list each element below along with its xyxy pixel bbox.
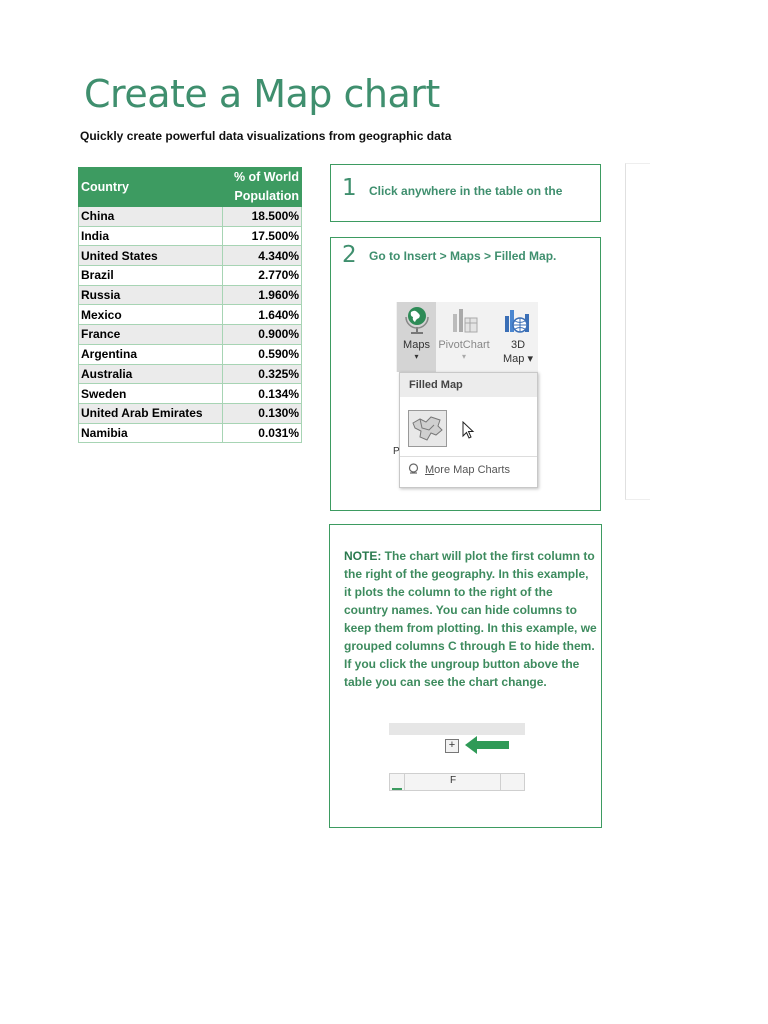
step-2-text: Go to Insert > Maps > Filled Map. xyxy=(369,249,557,263)
more-map-charts-item[interactable] xyxy=(408,463,510,476)
country-cell[interactable]: Mexico xyxy=(79,305,223,325)
table-row xyxy=(79,246,302,266)
table-row xyxy=(79,364,302,384)
population-pct-cell[interactable]: 0.325% xyxy=(222,364,301,384)
country-cell[interactable]: United Arab Emirates xyxy=(79,403,223,423)
header-pct-line1: % of World xyxy=(233,170,299,184)
sheet-screenshot xyxy=(389,723,525,793)
page-title: Create a Map chart xyxy=(84,72,440,116)
note-body: The chart will plot the first column to the right of the geography. In this example, it plots the column to the right of the country names. You can hide columns to keep them from plotting. In this example, we grouped columns C through E to hide them. If you click the ungroup button above the table you can see the chart change. xyxy=(344,549,597,689)
table-row xyxy=(79,266,302,286)
note-label: NOTE: xyxy=(344,549,382,563)
population-pct-cell[interactable]: 0.130% xyxy=(222,403,301,423)
step-1-number: 1 xyxy=(342,175,357,201)
hidden-ribbon-letter: P xyxy=(393,446,400,457)
country-cell[interactable]: Russia xyxy=(79,285,223,305)
maps-label: Maps xyxy=(403,339,430,351)
population-pct-cell[interactable]: 2.770% xyxy=(222,266,301,286)
3d-map-label-top: 3D xyxy=(510,339,526,351)
filled-map-dropdown xyxy=(399,372,538,488)
sheet-top-bar xyxy=(389,723,525,735)
table-row xyxy=(79,207,302,227)
population-pct-cell[interactable]: 1.640% xyxy=(222,305,301,325)
population-pct-cell[interactable]: 1.960% xyxy=(222,285,301,305)
dropdown-header: Filled Map xyxy=(400,373,537,397)
table-row xyxy=(79,403,302,423)
green-arrow-icon xyxy=(465,736,509,754)
3d-map-button[interactable] xyxy=(498,302,538,366)
population-table[interactable] xyxy=(78,167,302,443)
globe-icon xyxy=(403,305,431,335)
side-panel-edge xyxy=(625,163,650,500)
note-text xyxy=(344,547,598,691)
population-pct-cell[interactable]: 18.500% xyxy=(222,207,301,227)
table-row xyxy=(79,384,302,404)
country-cell[interactable]: Sweden xyxy=(79,384,223,404)
ribbon-maps-screenshot xyxy=(393,302,538,488)
header-country[interactable]: Country xyxy=(79,168,223,207)
step-1-text: Click anywhere in the table on the xyxy=(369,184,563,198)
population-pct-cell[interactable]: 0.900% xyxy=(222,325,301,345)
more-map-charts-mnemonic: M xyxy=(425,464,435,476)
country-cell[interactable]: United States xyxy=(79,246,223,266)
dropdown-separator xyxy=(400,456,537,457)
table-row xyxy=(79,285,302,305)
column-header-bar xyxy=(389,773,525,791)
header-pct-world-population[interactable] xyxy=(222,168,301,207)
pivotchart-button[interactable] xyxy=(436,302,492,361)
filled-map-thumbnail-icon xyxy=(409,411,446,446)
country-cell[interactable]: Australia xyxy=(79,364,223,384)
table-row xyxy=(79,423,302,443)
table-row xyxy=(79,344,302,364)
3d-map-label-bottom: Map ▾ xyxy=(503,353,533,365)
country-cell[interactable]: India xyxy=(79,226,223,246)
column-selection-indicator xyxy=(392,788,402,790)
population-pct-cell[interactable]: 17.500% xyxy=(222,226,301,246)
map-charts-icon xyxy=(408,463,419,474)
header-pct-line2: Population xyxy=(234,189,299,203)
country-cell[interactable]: Brazil xyxy=(79,266,223,286)
pivotchart-dropdown-arrow: ▾ xyxy=(461,352,466,361)
table-header-row xyxy=(79,168,302,207)
population-pct-cell[interactable]: 4.340% xyxy=(222,246,301,266)
pivotchart-icon xyxy=(449,306,479,336)
page-subtitle: Quickly create powerful data visualizations from geographic data xyxy=(80,129,452,143)
population-pct-cell[interactable]: 0.590% xyxy=(222,344,301,364)
step-2-number: 2 xyxy=(342,242,357,268)
more-map-charts-label: ore Map Charts xyxy=(434,464,510,476)
ungroup-plus-icon[interactable]: + xyxy=(445,739,459,753)
table-row xyxy=(79,325,302,345)
note-box xyxy=(329,524,602,828)
3d-map-icon xyxy=(503,306,533,336)
filled-map-option[interactable] xyxy=(408,410,447,447)
country-cell[interactable]: France xyxy=(79,325,223,345)
maps-dropdown-arrow: ▾ xyxy=(414,352,419,361)
maps-button[interactable] xyxy=(397,302,436,361)
table-row xyxy=(79,226,302,246)
population-pct-cell[interactable]: 0.134% xyxy=(222,384,301,404)
column-f-label[interactable]: F xyxy=(450,775,457,786)
country-cell[interactable]: Argentina xyxy=(79,344,223,364)
table-row xyxy=(79,305,302,325)
country-cell[interactable]: Namibia xyxy=(79,423,223,443)
step-1-box xyxy=(330,164,601,222)
population-pct-cell[interactable]: 0.031% xyxy=(222,423,301,443)
cursor-icon xyxy=(462,421,476,441)
pivotchart-label: PivotChart xyxy=(438,339,490,351)
country-cell[interactable]: China xyxy=(79,207,223,227)
